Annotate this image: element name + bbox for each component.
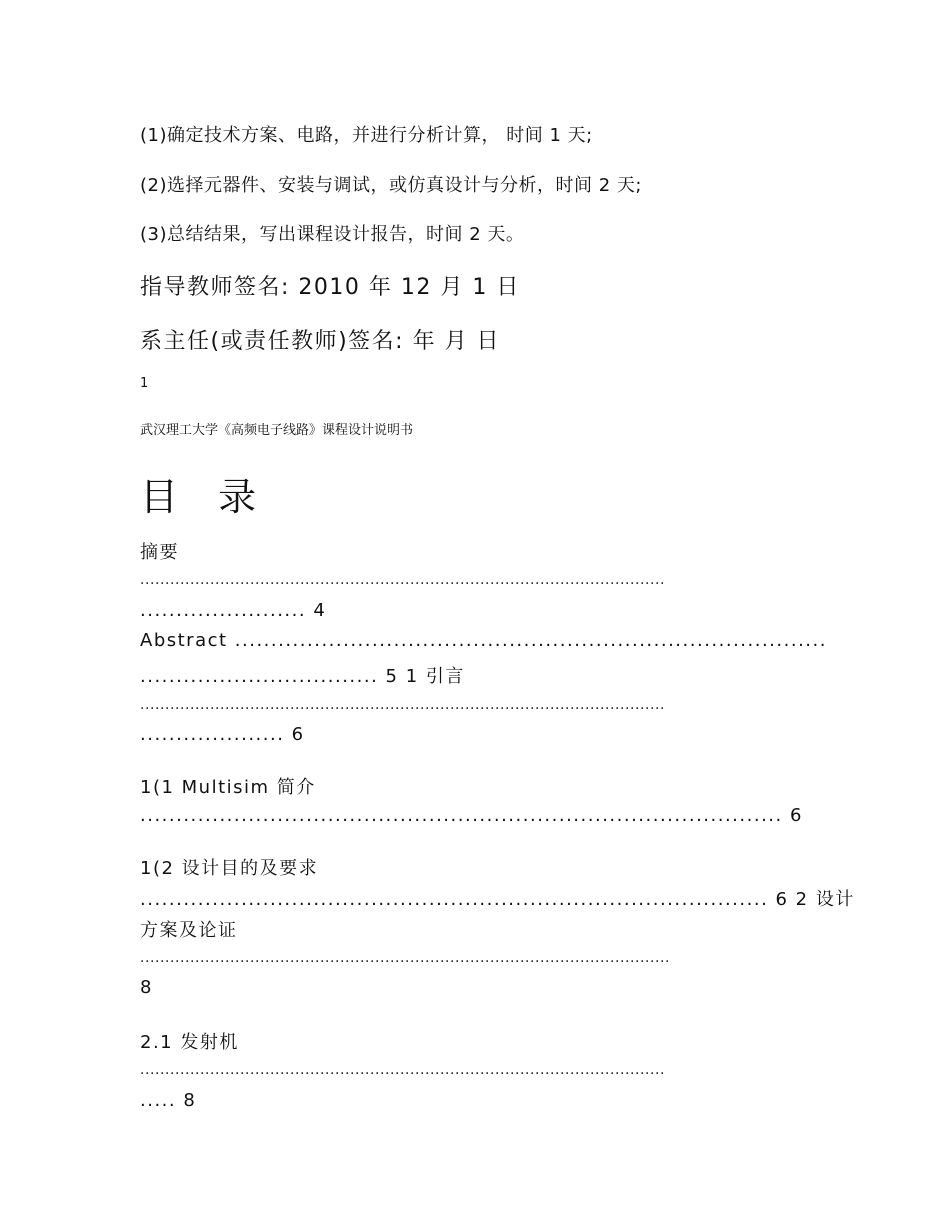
task-line-1: (1)确定技术方案、电路，并进行分析计算， 时间 1 天;	[140, 125, 593, 146]
advisor-signature: 指导教师签名: 2010 年 12 月 1 日	[140, 275, 520, 300]
toc-page-ref: ..... 8	[140, 1090, 197, 1111]
toc-dot-leader: .........................................................................................................	[140, 697, 666, 713]
toc-dot-leader: .........................................................................................................	[140, 1062, 666, 1078]
toc-entry-intro[interactable]: ................................. 5 1 引言	[140, 666, 465, 687]
toc-entry-multisim[interactable]: 1(1 Multisim 简介	[140, 777, 316, 798]
task-line-2: (2)选择元器件、安装与调试，或仿真设计与分析，时间 2 天;	[140, 175, 642, 196]
task-line-3: (3)总结结果，写出课程设计报告，时间 2 天。	[140, 224, 525, 245]
toc-entry-abstract-en[interactable]: Abstract ..................................................................................	[140, 630, 827, 651]
toc-dot-leader-with-page: ......................................................................................... 6	[140, 805, 803, 826]
running-header: 武汉理工大学《高频电子线路》课程设计说明书	[140, 423, 414, 438]
toc-dot-leader: ..........................................................................................................	[140, 950, 671, 966]
toc-entry-design-goals[interactable]: 1(2 设计目的及要求	[140, 858, 319, 879]
toc-entry-design-scheme[interactable]: 方案及论证	[140, 920, 238, 941]
page-number: 1	[140, 376, 149, 391]
director-signature: 系主任(或责任教师)签名: 年 月 日	[140, 329, 501, 354]
toc-dot-leader-with-page: ....................................................................................... 6 2 设计	[140, 889, 855, 910]
toc-dot-leader: .........................................................................................................	[140, 572, 666, 588]
toc-title: 目 录	[140, 475, 271, 519]
toc-page-ref: ....................... 4	[140, 600, 327, 621]
toc-entry-transmitter[interactable]: 2.1 发射机	[140, 1032, 239, 1053]
toc-page-ref: 8	[140, 977, 153, 998]
toc-entry-abstract-cn[interactable]: 摘要	[140, 542, 179, 563]
toc-page-ref: .................... 6	[140, 724, 305, 745]
